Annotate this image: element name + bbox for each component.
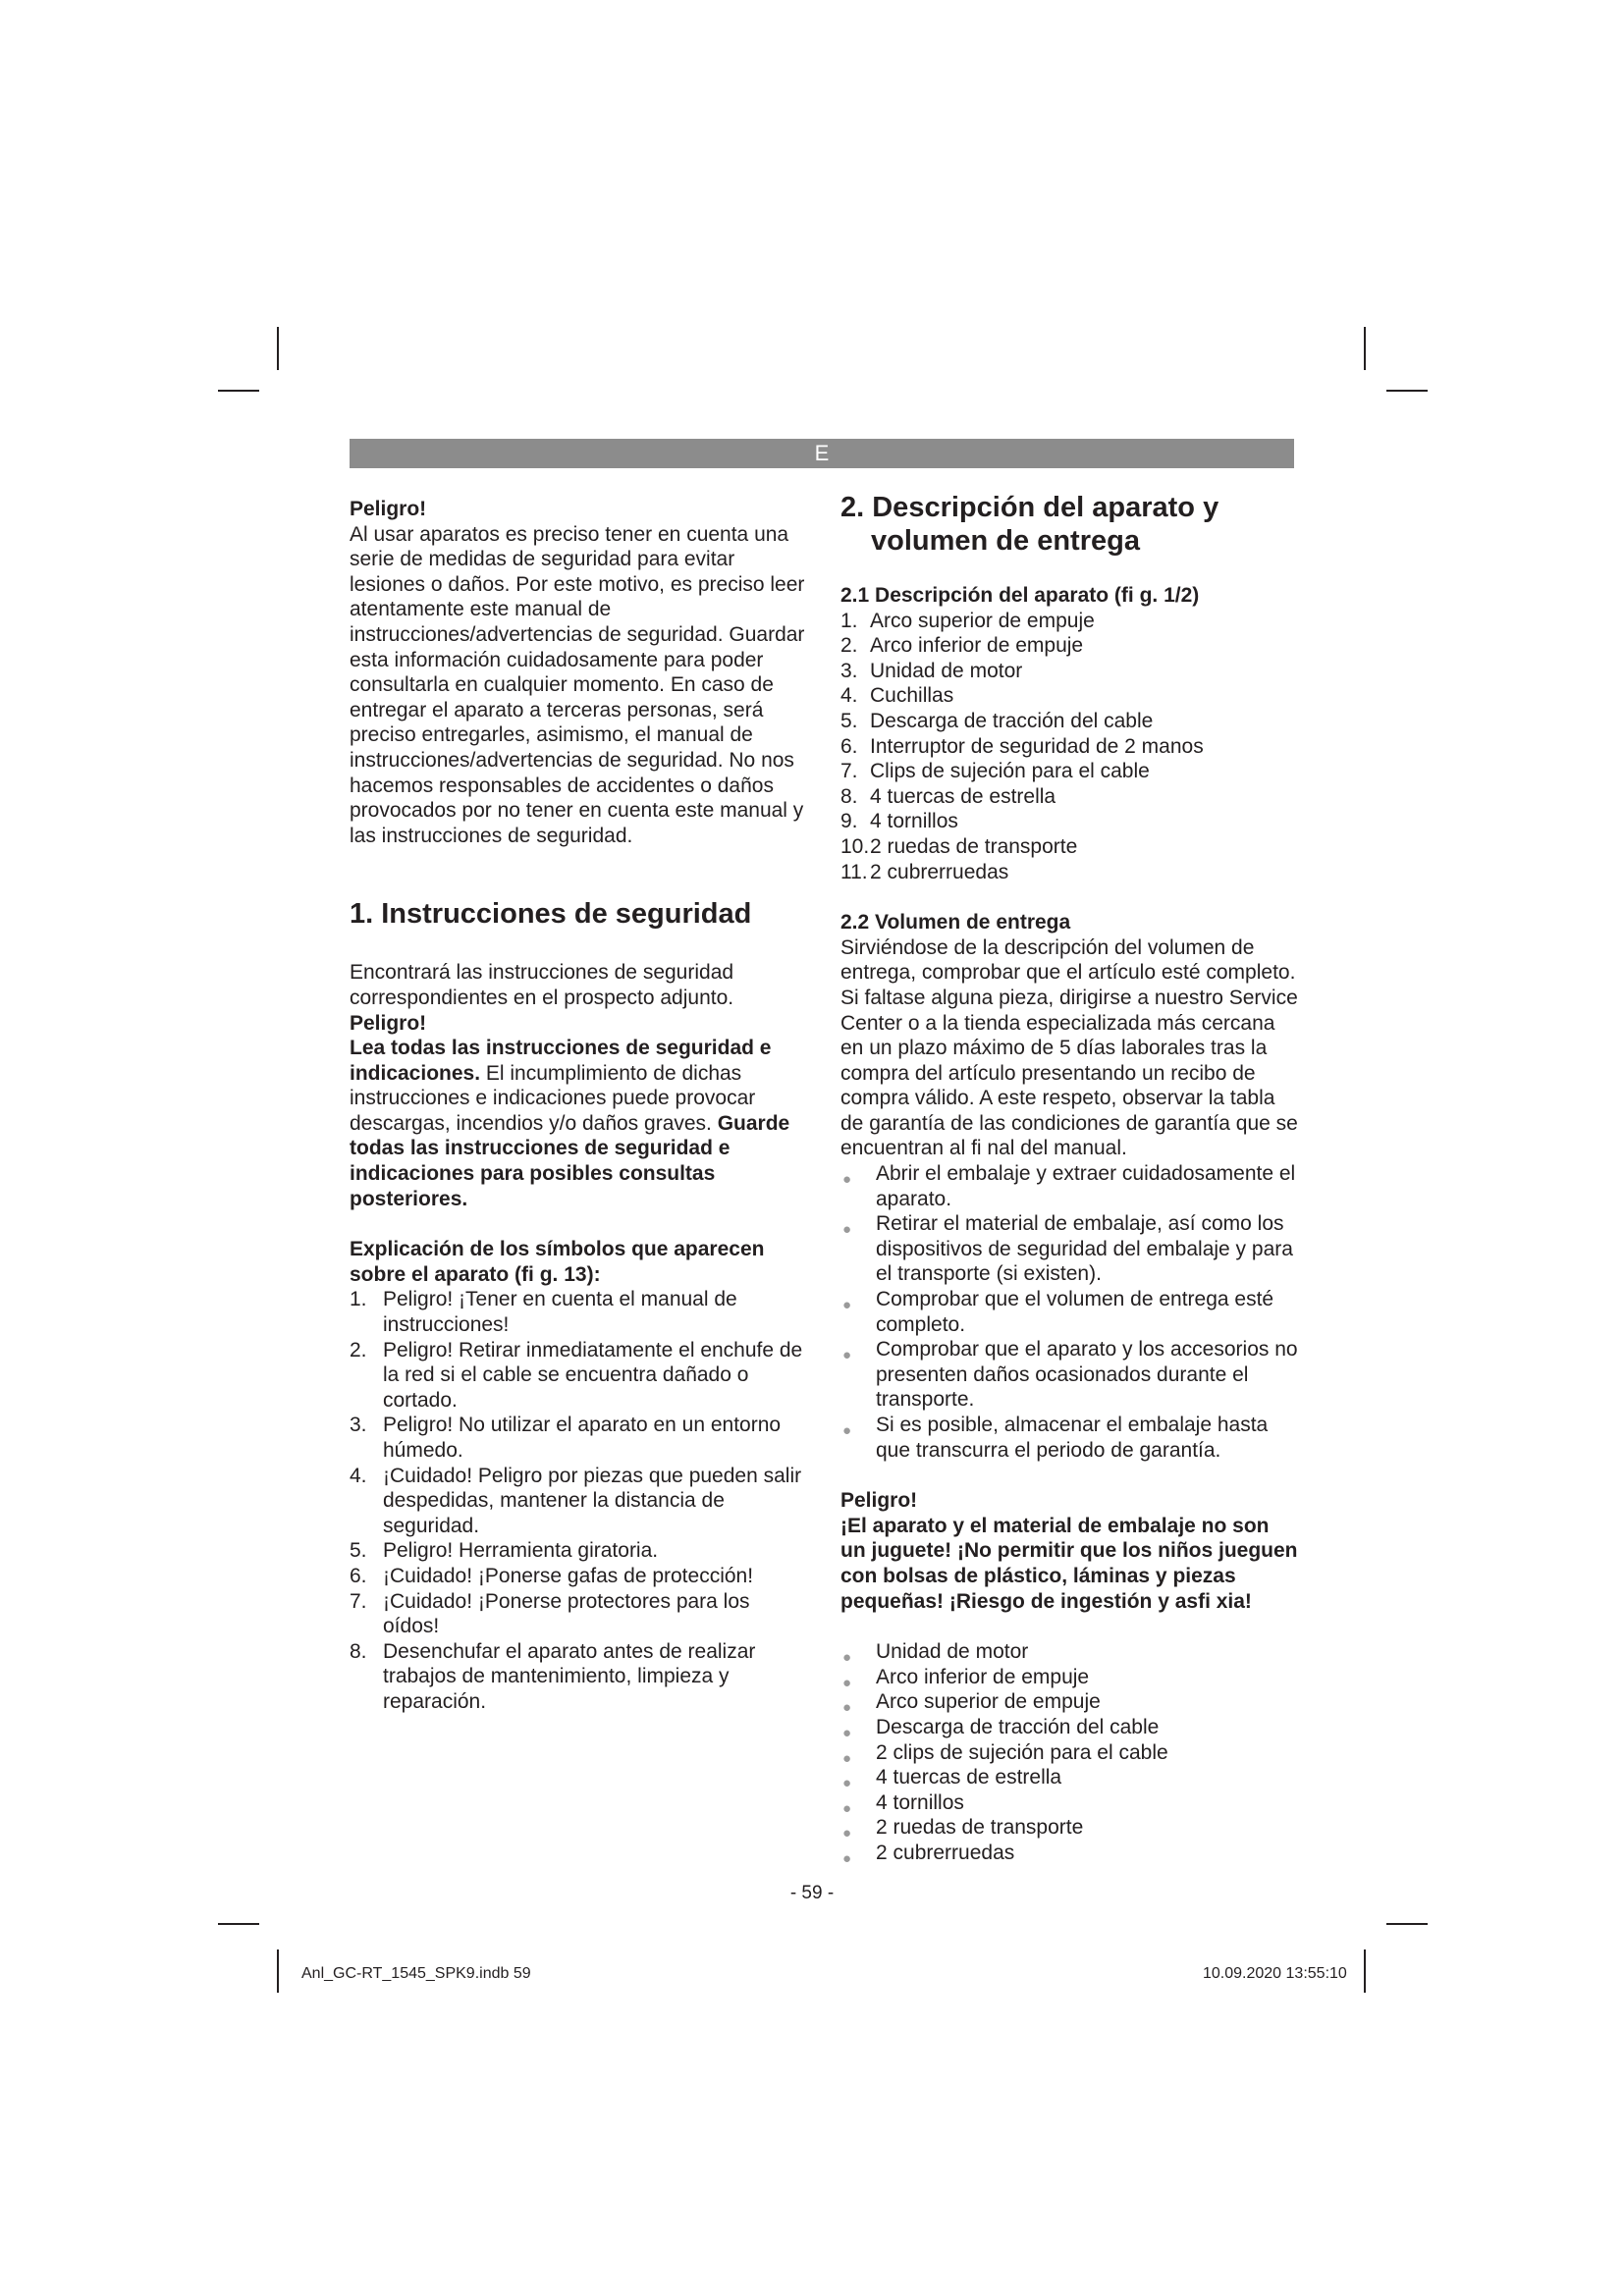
crop-mark-bottom-left-h (218, 1923, 259, 1925)
list-item: 1. Peligro! ¡Tener en cuenta el manual de instrucciones! (350, 1288, 737, 1337)
delivery-contents-list (840, 1639, 1298, 1865)
list-item: ● Retirar el material de embalaje, así como los dispositivos de seguridad del embalaje y para el transporte (si existen). (842, 1212, 1293, 1286)
section-1-title: 1. Instrucciones de seguridad (350, 898, 752, 931)
list-item: 8. Desenchufar el aparato antes de realizar trabajos de mantenimiento, limpieza y reparación. (350, 1639, 756, 1713)
list-item: 7. Clips de sujeción para el cable (840, 760, 1150, 783)
crop-mark-top-right (1364, 327, 1366, 370)
list-item: 5. Descarga de tracción del cable (840, 709, 1154, 732)
list-item: 10. 2 ruedas de transporte (840, 834, 1078, 858)
list-item: 2. Arco inferior de empuje (840, 634, 1084, 658)
page-number: - 59 - (789, 1883, 835, 1903)
safety-warning-bold-1: Lea todas las instrucciones de seguridad e indicaciones. (350, 1037, 772, 1085)
list-item: 4. Cuchillas (840, 684, 954, 708)
list-item: ● Comprobar que el aparato y los accesorios no presenten daños ocasionados durante el transporte. (842, 1338, 1298, 1412)
section-1-intro: Encontrará las instrucciones de seguridad correspondientes en el prospecto adjunto. (350, 961, 734, 1009)
bullet-icon: ● (842, 1699, 852, 1717)
danger-heading-2: Peligro! (350, 1011, 427, 1035)
list-item: ● 4 tuercas de estrella (840, 1765, 1298, 1790)
list-item: 2. Peligro! Retirar inmediatamente el enchufe de la red si el cable se encuentra dañado o cortado. (350, 1338, 803, 1412)
list-item: ● 4 tornillos (840, 1790, 1298, 1816)
parts-list (840, 609, 1298, 885)
list-item: ● Si es posible, almacenar el embalaje hasta que transcurra el periodo de garantía. (842, 1414, 1269, 1462)
bullet-icon: ● (842, 1775, 852, 1792)
language-code: E (814, 441, 830, 465)
crop-mark-bottom-right-h (1386, 1923, 1428, 1925)
danger-text-3: ¡El aparato y el material de embalaje no son un juguete! ¡No permitir que los niños jueguen con bolsas de plástico, láminas y piezas pequeñas! ¡Riesgo de ingestión y asfi xia! (840, 1514, 1298, 1613)
language-header-bar (350, 439, 1294, 468)
list-item: 6. Interruptor de seguridad de 2 manos (840, 734, 1204, 758)
bullet-icon: ● (842, 1724, 852, 1741)
subsection-2-2-title: 2.2 Volumen de entrega (840, 911, 1071, 934)
list-item: ● Descarga de tracción del cable (840, 1715, 1298, 1740)
file-name: Anl_GC-RT_1545_SPK9.indb 59 (301, 1965, 531, 1982)
bullet-icon: ● (842, 1674, 852, 1691)
list-item: 3. Peligro! No utilizar el aparato en un entorno húmedo. (350, 1414, 782, 1462)
list-item: 11. 2 cubrerruedas (840, 860, 1009, 883)
bullet-icon: ● (842, 1297, 852, 1314)
bullet-icon: ● (842, 1422, 852, 1439)
bullet-icon: ● (842, 1799, 852, 1817)
bullet-icon: ● (842, 1171, 852, 1189)
danger-heading-1: Peligro! (350, 498, 427, 520)
left-column (350, 497, 811, 1715)
bullet-icon: ● (842, 1221, 852, 1239)
crop-mark-bottom-left (277, 1949, 279, 1993)
safety-warning-bold-2: Guarde todas las instrucciones de seguridad e indicaciones para posibles consultas posteriores. (350, 1111, 790, 1210)
bullet-icon: ● (842, 1749, 852, 1767)
bullet-icon: ● (842, 1347, 852, 1364)
print-date-time: 10.09.2020 13:55:10 (1203, 1965, 1347, 1982)
list-item: 3. Unidad de motor (840, 659, 1023, 682)
section-2-title: 2. Descripción del aparato y volumen de entrega (840, 492, 1219, 557)
list-item: ● Arco superior de empuje (840, 1689, 1298, 1715)
list-item: ● 2 ruedas de transporte (840, 1815, 1298, 1841)
right-column (840, 491, 1298, 1866)
list-item: ● Abrir el embalaje y extraer cuidadosamente el aparato. (842, 1162, 1296, 1210)
bullet-icon: ● (842, 1825, 852, 1842)
list-item: 5. Peligro! Herramienta giratoria. (350, 1539, 659, 1563)
safety-warning (350, 1036, 811, 1211)
list-item: 8. 4 tuercas de estrella (840, 784, 1056, 808)
safety-warning-normal: El incumplimiento de dichas instrucciones e indicaciones puede provocar descargas, incendios y/o daños graves. (350, 1061, 756, 1135)
list-item: ● Unidad de motor (840, 1639, 1298, 1665)
delivery-scope-text: Sirviéndose de la descripción del volumen de entrega, comprobar que el artículo esté completo. Si faltase alguna pieza, dirigirse a nuestro Service Center o a la tienda especializada más cercana en un plazo máximo de 5 días laborales tras la compra del artículo presentando un recibo de compra válido. A este respeto, observar la tabla de garantía de las condiciones de garantía que se encuentran al fi nal del manual. (840, 935, 1298, 1160)
list-item: 7. ¡Cuidado! ¡Ponerse protectores para los oídos! (350, 1589, 750, 1638)
crop-mark-top-left-h (218, 390, 259, 392)
list-item: 4. ¡Cuidado! Peligro por piezas que pueden salir despedidas, mantener la distancia de seguridad. (350, 1464, 802, 1537)
danger-heading-3: Peligro! (840, 1489, 918, 1513)
list-item: 9. 4 tornillos (840, 810, 958, 833)
bullet-icon: ● (842, 1649, 852, 1667)
crop-mark-top-right-h (1386, 390, 1428, 392)
danger-text-1: Al usar aparatos es preciso tener en cuenta una serie de medidas de seguridad para evitar lesiones o daños. Por este motivo, es preciso leer atentamente este manual de instrucciones/advertencias de seguridad. Guardar esta información cuidadosamente para poder consultarla en cualquier momento. En caso de entregar el aparato a terceras personas, será preciso entregarles, asimismo, el manual de instrucciones/advertencias de seguridad. No nos hacemos responsables de accidentes o daños provocados por no tener en cuenta este manual y las instrucciones de seguridad. (350, 522, 805, 847)
symbols-heading: Explicación de los símbolos que aparecen sobre el aparato (fi g. 13): (350, 1238, 765, 1286)
list-item: ● 2 clips de sujeción para el cable (840, 1740, 1298, 1766)
symbols-list (350, 1287, 811, 1714)
list-item: 1. Arco superior de empuje (840, 609, 1095, 632)
crop-mark-bottom-right (1364, 1949, 1366, 1993)
unpacking-steps-list (840, 1161, 1298, 1463)
list-item: ● 2 cubrerruedas (840, 1841, 1298, 1866)
subsection-2-1-title: 2.1 Descripción del aparato (fi g. 1/2) (840, 584, 1200, 607)
bullet-icon: ● (842, 1849, 852, 1867)
list-item: ● Arco inferior de empuje (840, 1665, 1298, 1690)
crop-mark-top-left (277, 327, 279, 370)
list-item: ● Comprobar que el volumen de entrega esté completo. (842, 1288, 1274, 1336)
list-item: 6. ¡Cuidado! ¡Ponerse gafas de protección! (350, 1564, 754, 1587)
